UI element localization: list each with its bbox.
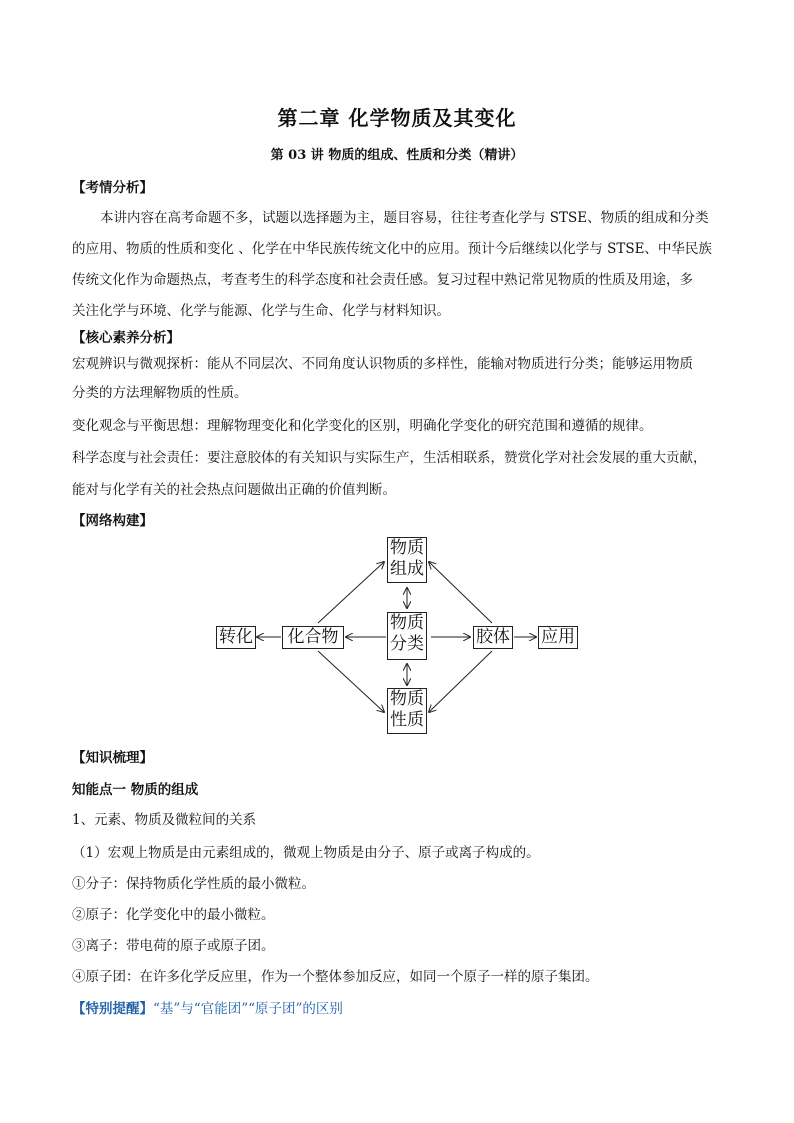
network-heading: 【网络构建】 — [72, 513, 153, 529]
core-literacy-line: 科学态度与社会责任：要注意胶体的有关知识与实际生产，生活相联系，赞赏化学对社会发展的重大贡献， — [72, 450, 707, 466]
knowledge-line: ②原子：化学变化中的最小微粒。 — [72, 907, 275, 923]
node-application: 应用 — [538, 626, 578, 649]
core-literacy-line: 能对与化学有关的社会热点问题做出正确的价值判断。 — [72, 482, 396, 498]
exam-analysis-line: 本讲内容在高考命题不多，试题以选择题为主，题目容易，往往考查化学与 STSE、物质的组成和分类 — [100, 210, 709, 226]
node-transform: 转化 — [216, 626, 256, 649]
node-composition: 物质 组成 — [387, 537, 427, 583]
special-tip — [72, 997, 343, 1017]
concept-map — [200, 530, 600, 740]
exam-analysis-heading: 【考情分析】 — [72, 180, 153, 196]
knowledge-line: ①分子：保持物质化学性质的最小微粒。 — [72, 876, 315, 892]
core-literacy-line: 变化观念与平衡思想：理解物理变化和化学变化的区别，明确化学变化的研究范围和遵循的规律。 — [72, 418, 653, 434]
knowledge-heading: 【知识梳理】 — [72, 750, 153, 766]
exam-analysis-line: 传统文化作为命题热点，考查考生的科学态度和社会责任感。复习过程中熟记常见物质的性质及用途，多 — [72, 272, 693, 288]
core-literacy-heading: 【核心素养分析】 — [72, 330, 180, 346]
lesson-subtitle: 第 03 讲 物质的组成、性质和分类（精讲） — [270, 148, 524, 163]
knowledge-item-title: 1、元素、物质及微粒间的关系 — [72, 812, 257, 828]
core-literacy-line: 宏观辨识与微观探析：能从不同层次、不同角度认识物质的多样性，能输对物质进行分类；能够运用物质 — [72, 356, 693, 372]
node-colloid: 胶体 — [473, 626, 513, 649]
exam-analysis-line: 关注化学与环境、化学与能源、化学与生命、化学与材料知识。 — [72, 303, 450, 319]
special-tip-text: “基”与“官能团”“原子团”的区别 — [153, 1001, 343, 1017]
knowledge-line: （1）宏观上物质是由元素组成的，微观上物质是由分子、原子或离子构成的。 — [72, 845, 540, 861]
chapter-title: 第二章 化学物质及其变化 — [277, 106, 517, 130]
node-classification: 物质 分类 — [387, 612, 427, 660]
knowledge-point-title: 知能点一 物质的组成 — [72, 782, 199, 798]
knowledge-line: ④原子团：在许多化学反应里，作为一个整体参加反应，如同一个原子一样的原子集团。 — [72, 969, 599, 985]
exam-analysis-line: 的应用、物质的性质和变化 、化学在中华民族传统文化中的应用。预计今后继续以化学与 STSE、中华民族 — [72, 241, 712, 257]
core-literacy-line: 分类的方法理解物质的性质。 — [72, 385, 248, 401]
node-compound: 化合物 — [282, 626, 344, 649]
special-tip-label: 【特别提醒】 — [72, 1001, 153, 1017]
node-property: 物质 性质 — [387, 688, 427, 734]
knowledge-line: ③离子：带电荷的原子或原子团。 — [72, 938, 275, 954]
